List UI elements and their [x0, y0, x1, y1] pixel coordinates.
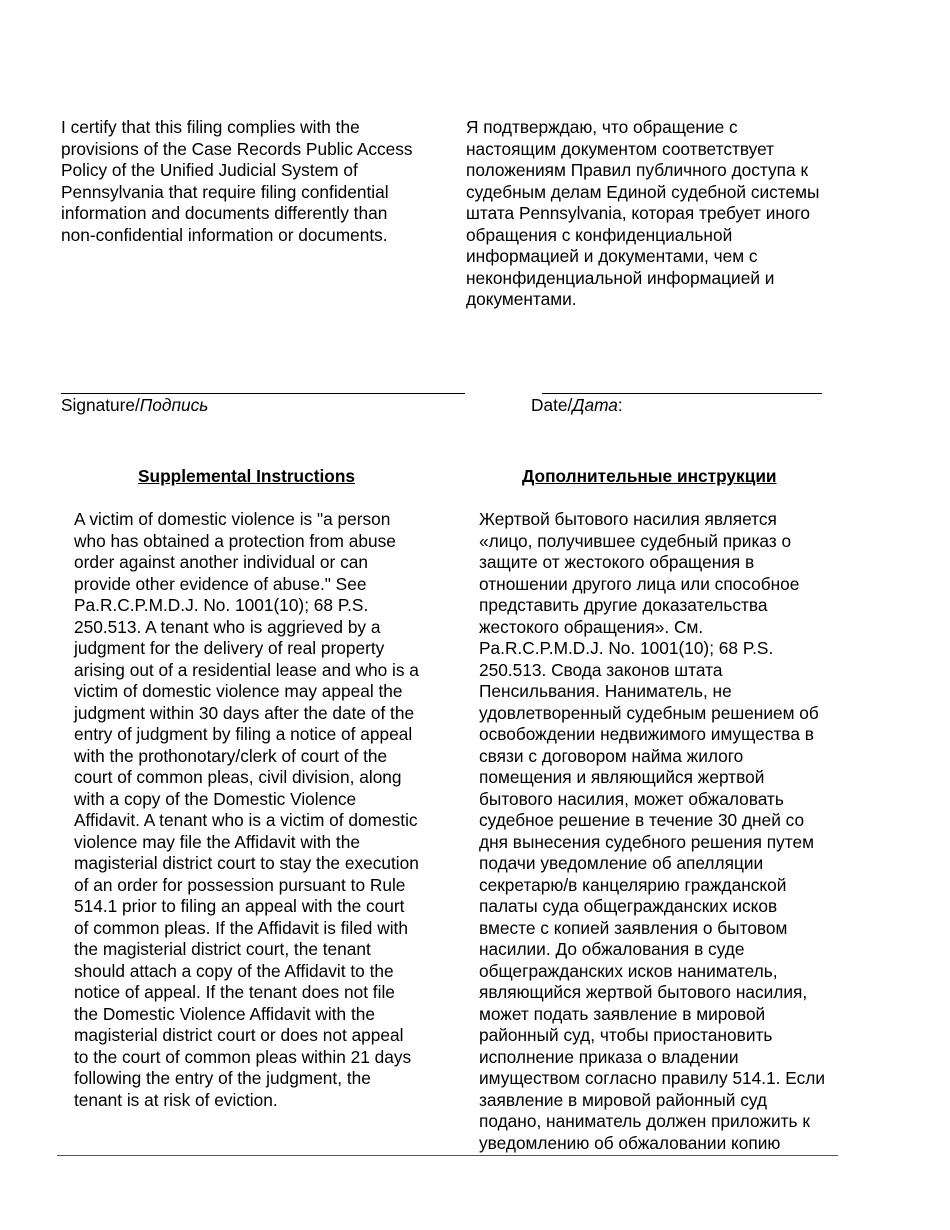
page-bottom-rule — [57, 1155, 838, 1156]
certification-ru-line: информацией и документами, чем с — [466, 246, 758, 266]
certification-ru-line: документами. — [466, 289, 577, 309]
date-label-en: Date/ — [531, 395, 573, 415]
supplemental-heading-ru: Дополнительные инструкции — [522, 466, 777, 486]
certification-en-line: non-confidential information or documents. — [61, 224, 388, 245]
supplemental-en-line: tenant is at risk of eviction. — [74, 1089, 278, 1110]
supplemental-ru-line: защите от жестокого обращения в — [479, 552, 755, 572]
supplemental-en-line: of common pleas. If the Affidavit is filed with — [74, 917, 408, 938]
supplemental-ru-line: палаты суда общегражданских исков — [479, 896, 778, 916]
date-label-ru: Дата — [572, 395, 618, 415]
supplemental-en-line: 514.1 prior to filing an appeal with the court — [74, 896, 405, 916]
signature-label — [61, 395, 208, 417]
certification-ru-line: положениям Правил публичного доступа к — [466, 160, 809, 180]
supplemental-en-line: of an order for possession pursuant to Rule — [74, 874, 406, 895]
certification-text-ru — [466, 117, 819, 311]
signature-label-en: Signature/ — [61, 395, 140, 415]
supplemental-en-line: Affidavit. A tenant who is a victim of domestic — [74, 810, 418, 830]
supplemental-en-line: victim of domestic violence may appeal the — [74, 681, 403, 701]
certification-text-en — [61, 117, 413, 246]
supplemental-ru-line: имуществом согласно правилу 514.1. Если — [479, 1068, 825, 1088]
supplemental-ru-line: подано, наниматель должен приложить к — [479, 1111, 810, 1131]
certification-ru-line: Я подтверждаю, что обращение с — [466, 117, 738, 137]
supplemental-ru-line: дня вынесения судебного решения путем — [479, 831, 815, 852]
supplemental-en-line: order against another individual or can — [74, 552, 368, 572]
supplemental-en-line: with the prothonotary/clerk of court of the — [74, 745, 388, 766]
certification-ru-line: неконфиденциальной информацией и — [466, 267, 775, 288]
certification-en-line: I certify that this filing complies with the — [61, 117, 360, 137]
signature-line — [61, 393, 465, 394]
supplemental-ru-line: Пенсильвания. Наниматель, не — [479, 681, 732, 701]
supplemental-ru-line: бытового насилия, может обжаловать — [479, 788, 784, 809]
certification-en-line: Pennsylvania that require filing confidential — [61, 181, 389, 202]
supplemental-en-line: who has obtained a protection from abuse — [74, 530, 396, 551]
supplemental-ru-line: являющийся жертвой бытового насилия, — [479, 982, 808, 1002]
date-line — [542, 393, 822, 394]
supplemental-text-ru — [479, 509, 825, 1154]
certification-ru-line: обращения с конфиденциальной — [466, 224, 733, 245]
supplemental-ru-line: уведомлению об обжаловании копию — [479, 1132, 781, 1153]
supplemental-ru-line: Pa.R.C.P.M.D.J. No. 1001(10); 68 P.S. — [479, 638, 774, 658]
certification-ru-line: штата Pennsylvania, которая требует иного — [466, 203, 811, 223]
supplemental-en-line: magisterial district court to stay the execution — [74, 853, 419, 873]
supplemental-en-line: A victim of domestic violence is "a person — [74, 509, 391, 529]
supplemental-en-line: court of common pleas, civil division, along — [74, 767, 402, 787]
supplemental-en-line: following the entry of the judgment, the — [74, 1068, 371, 1088]
certification-en-line: provisions of the Case Records Public Access — [61, 138, 413, 159]
supplemental-ru-line: «лицо, получившее судебный приказ о — [479, 530, 792, 551]
supplemental-en-line: Pa.R.C.P.M.D.J. No. 1001(10); 68 P.S. — [74, 595, 369, 615]
supplemental-ru-line: Жертвой бытового насилия является — [479, 509, 777, 529]
supplemental-en-line: judgment for the delivery of real property — [74, 638, 385, 658]
supplemental-en-line: the magisterial district court, the tenant — [74, 939, 371, 959]
supplemental-ru-line: районный суд, чтобы приостановить — [479, 1025, 773, 1045]
supplemental-ru-line: жестокого обращения». См. — [479, 616, 704, 637]
supplemental-en-line: violence may file the Affidavit with the — [74, 831, 360, 852]
supplemental-ru-line: насилии. До обжалования в суде — [479, 939, 745, 959]
supplemental-ru-line: отношении другого лица или способное — [479, 573, 800, 594]
supplemental-ru-line: 250.513. Свода законов штата — [479, 659, 723, 680]
date-label-colon: : — [617, 395, 623, 415]
supplemental-ru-line: связи с договором найма жилого — [479, 745, 744, 766]
supplemental-en-line: entry of judgment by filing a notice of appeal — [74, 724, 413, 744]
supplemental-en-line: arising out of a residential lease and who is a — [74, 659, 419, 680]
supplemental-ru-line: вместе с копией заявления о бытовом — [479, 917, 788, 938]
supplemental-en-line: should attach a copy of the Affidavit to the — [74, 960, 394, 981]
supplemental-ru-line: судебное решение в течение 30 дней со — [479, 810, 805, 830]
supplemental-en-line: to the court of common pleas within 21 days — [74, 1046, 412, 1067]
supplemental-heading-en: Supplemental Instructions — [138, 466, 356, 486]
supplemental-ru-line: общегражданских исков наниматель, — [479, 960, 778, 981]
supplemental-en-line: notice of appeal. If the tenant does not file — [74, 982, 395, 1002]
signature-label-ru: Подпись — [139, 395, 209, 415]
supplemental-ru-line: удовлетворенный судебным решением об — [479, 702, 819, 723]
certification-ru-line: настоящим документом соответствует — [466, 138, 775, 159]
supplemental-en-line: judgment within 30 days after the date of the — [74, 702, 415, 723]
supplemental-ru-line: исполнение приказа о владении — [479, 1046, 739, 1067]
supplemental-en-line: the Domestic Violence Affidavit with the — [74, 1003, 375, 1024]
supplemental-ru-line: подачи уведомление об апелляции — [479, 853, 764, 873]
certification-ru-line: судебным делам Единой судебной системы — [466, 181, 820, 202]
supplemental-ru-line: представить другие доказательства — [479, 595, 768, 615]
supplemental-ru-line: освобождении недвижимого имущества в — [479, 724, 814, 744]
supplemental-en-line: provide other evidence of abuse." See — [74, 573, 367, 594]
supplemental-en-line: magisterial district court or does not appeal — [74, 1025, 404, 1045]
certification-en-line: Policy of the Unified Judicial System of — [61, 160, 358, 180]
supplemental-ru-line: помещения и являющийся жертвой — [479, 767, 765, 787]
supplemental-en-line: 250.513. A tenant who is aggrieved by a — [74, 616, 381, 637]
supplemental-ru-line: может подать заявление в мировой — [479, 1003, 766, 1024]
supplemental-ru-line: заявление в мировой районный суд — [479, 1089, 768, 1110]
supplemental-en-line: with a copy of the Domestic Violence — [74, 788, 357, 809]
supplemental-ru-line: секретарю/в канцелярию гражданской — [479, 874, 787, 895]
certification-en-line: information and documents differently than — [61, 203, 388, 223]
supplemental-text-en — [74, 509, 419, 1111]
date-label — [531, 395, 623, 417]
